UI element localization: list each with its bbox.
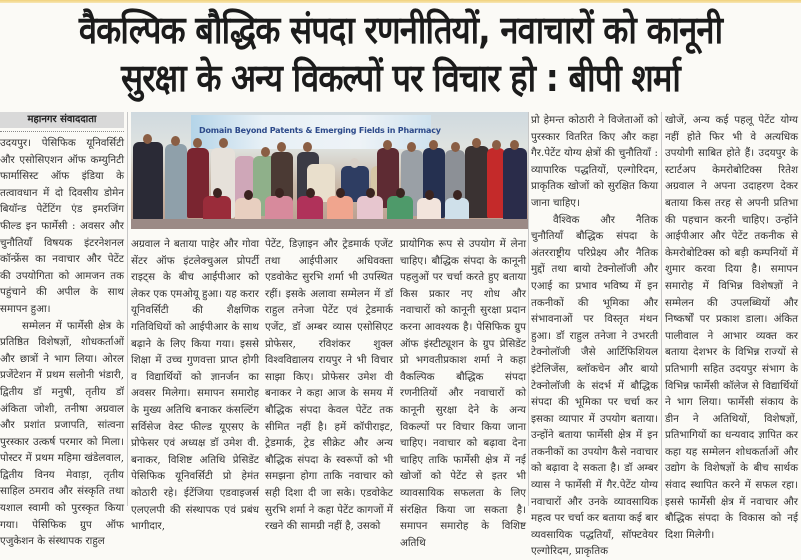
paragraph: प्रो हेमन्त कोठारी ने विजेताओं को पुरस्कार वितरित किए और कहा गैर.पेटेंट योग्य क्षेत्रों की चुनौतियाँ : व्यापारिक पद्धतियों, एल्गोरिदम, प्राकृतिक खोजों को सुरक्षित किया जाना चाहिए। [531,114,658,209]
headline-line-1: वैकल्पिक बौद्धिक संपदा रणनीतियों, नवाचारों को कानूनी [78,8,723,52]
article-column-5 [531,112,658,560]
paragraph: पेटेंट, डिज़ाइन और ट्रेडमार्क एजेंट तथा आईपीआर अधिवक्ता एडवोकेट सुरभि शर्मा भी उपस्थित रहीं। इसके अलावा सम्मेलन में डॉ राहुल तनेजा पेटेंट एवं ट्रेडमार्क एजेंट, डॉ अम्बर व्यास एसोसिएट प्रोफेसर, रविशंकर शुक्ल विश्वविद्यालय रायपुर ने भी विचार साझा किए। प्रोफेसर उमेश वी बनाकर ने कहा आज के समय में बौद्धिक संपदा केवल पेटेंट तक सीमित नहीं है। हमें कॉपीराइट, ट्रेडमार्क, ट्रेड सीक्रेट और अन्य बौद्धिक संपदा के स्वरूपों को भी समझना होगा ताकि नवाचार को सही दिशा दी जा सके। एडवोकेट सुरभि शर्मा ने कहा पेटेंट कागजों में रखने की सामग्री नहीं है, उसको [265,238,393,533]
paragraph: वैश्विक और नैतिक चुनौतियाँ बौद्धिक संपदा के अंतरराष्ट्रीय परिप्रेक्ष्य और नैतिक मुद्दों तथा बायो टेक्नोलॉजी और एआई का प्रभाव भविष्य में इन तकनीकों की भूमिका और संभावनाओं पर विस्तृत मंथन हुआ। डॉ राहुल तनेजा ने उभरती टेक्नोलॉजी जैसे आर्टिफिशियल इंटेलिजेंस, ब्लॉकचेन और बायो टेक्नोलॉजी के संदर्भ में बौद्धिक संपदा की भूमिका पर चर्चा कर इसका व्यापार में उपयोग बताया। उन्होंने बताया फार्मेसी क्षेत्र में इन तकनीकों का उपयोग कैसे नवाचार को बढ़ावा दे सकता है। डॉ अम्बर व्यास ने फार्मेसी में गैर.पेटेंट योग्य नवाचारों और उनके व्यावसायिक महत्व पर चर्चा कर बताया कई बार व्यवसायिक पद्धतियाँ, सॉफ्टवेयर एल्गोरिदम, प्राकृतिक [531,213,658,558]
column-divider [528,112,529,506]
banner-text: Domain Beyond Patents & Emerging Fields in Pharmacy [199,126,441,135]
paragraph: अग्रवाल ने बताया पाहेर और गोवा सेंटर ऑफ इंटलेक्चुअल प्रोपर्टी राइट्स के बीच आईपीआर को लेकर एक एमओयू हुआ। यह करार यूनिवर्सिटी की शैक्षणिक गतिविधियों को आईपीआर के साथ बढ़ाने के लिए किया गया। इससे शिक्षा में उच्च गुणवत्ता प्राप्त होगी व विद्यार्थियों को ज्ञानर्जन का अवसर मिलेगा। समापन समारोह के मुख्य अतिथि बनाकर कंसल्टिंग सर्विसेज वेस्ट फील्ड यूएसए के प्रोफेसर एवं अध्यक्ष डॉ उमेश वी. बनाकर, विशिष्ट अतिथि प्रेसिडेंट पेसिफिक यूनिवर्सिटी प्रो हेमंत कोठारी रहे। ईटेंजिया एडवाइजर्स एलएलपी की संस्थापक एवं प्रबंध भागीदार, [131,238,259,533]
article-column-4 [400,236,526,551]
article-column-1 [0,135,124,550]
headline-line-2: सुरक्षा के अन्य विकल्पों पर विचार हो : बीपी शर्मा [121,56,680,100]
paragraph: उदयपुर। पेसिफिक यूनिवर्सिटी और एसोसिएशन ऑफ कम्युनिटी फार्मासिस्ट ऑफ इंडिया के तत्वावधान में दो दिवसीय डोमेन बियॉन्ड पेटेंटिंग एंड इमरजिंग फील्ड इन फार्मेसी : अवसर और चुनौतियाँ विषयक इंटरनेशनल कॉन्फ्रेंस का नवाचार और पेटेंट की उपयोगिता को आमजन तक पहुंचाने की अपील के साथ समापन हुआ। [0,137,124,315]
column-divider [661,112,662,506]
group-photo [131,112,528,229]
byline-divider [0,131,124,132]
byline: महानगर संवाददाता [0,112,124,128]
headline [56,6,745,102]
paragraph: प्रायोगिक रूप से उपयोग में लेना चाहिए। बौद्धिक संपदा के कानूनी पहलुओं पर चर्चा करते हुए बताया किस प्रकार नए शोध और नवाचारों को कानूनी सुरक्षा प्रदान करना आवश्यक है। पेसिफिक ग्रुप ऑफ इंस्टीट्यूशन के ग्रुप प्रेसिडेंट प्रो भगवतीप्रकाश शर्मा ने कहा वैकल्पिक बौद्धिक संपदा रणनीतियों और नवाचारों को कानूनी सुरक्षा देने के अन्य विकल्पों पर विचार किया जाना चाहिए। नवाचार को बढ़ावा देना चाहिए ताकि फार्मेसी क्षेत्र में नई खोजों को पेटेंट से इतर भी व्यावसायिक सफलता के लिए संरक्षित किया जा सकता है। समापन समारोह के विशिष्ट अतिथि [400,238,526,549]
article-column-3 [265,236,393,535]
paragraph: सम्मेलन में फार्मेसी क्षेत्र के प्रतिष्ठित विशेषज्ञों, शोधकर्ताओं और छात्रों ने भाग लिया। ओरल प्रजेंटेशन में प्रथम सलोनी भंडारी, द्वितीय डॉ मनुषी, तृतीय डॉ अंकिता जोशी, तनीषा अग्रवाल और प्रशांत प्रजापति, सांत्वना पुरस्कार उत्कर्ष परमार को मिला। पोस्टर में प्रथम महिमा खंडेलवाल, द्वितीय विनय मेवाड़ा, तृतीय साहिल ठमराव और संस्कृति तथा यशाल स्वामी को पुरस्कृत किया गया। पेसिफिक ग्रुप ऑफ एजुकेशन के संस्थापक राहुल [0,319,124,548]
article-column-6 [665,112,798,543]
photo-floor [131,219,528,229]
top-accent-band [0,0,801,3]
paragraph: खोजें, अन्य कई पहलू पेटेंट योग्य नहीं होते फिर भी वे अत्यधिक उपयोगी साबित होते हैं। उदयपुर के स्टार्टअप केमरोबोटिक्स रितेश अग्रवाल ने अपना उदाहरण देकर बताया किस तरह से अपनी प्रतिभा की पहचान करनी चाहिए। उन्होंने आईपीआर और पेटेंट तकनीक से केमरोबोटिक्स को बड़ी कम्पनियों में शुमार करवा दिया है। समापन समारोह में विभिन्न विशेषज्ञों ने सम्मेलन की उपलब्धियों और निष्कर्षों पर प्रकाश डाला। अंकित पालीवाल ने आभार व्यक्त कर बताया देशभर के विभिन्न राज्यों से प्रतिभागी सहित उदयपुर संभाग के विभिन्न फार्मेसी कॉलेज से विद्यार्थियों ने भाग लिया। फार्मेसी संकाय के डीन ने अतिथियों, विशेषज्ञों, प्रतिभागियों का धन्यवाद ज्ञापित कर कहा यह सम्मेलन शोधकर्ताओं और उद्योग के विशेषज्ञों के बीच सार्थक संवाद स्थापित करने में सफल रहा। इससे फार्मेसी क्षेत्र में नवाचार और बौद्धिक संपदा के विकास को नई दिशा मिलेगी। [665,114,798,541]
column-divider [127,112,128,506]
article-column-2 [131,236,259,535]
